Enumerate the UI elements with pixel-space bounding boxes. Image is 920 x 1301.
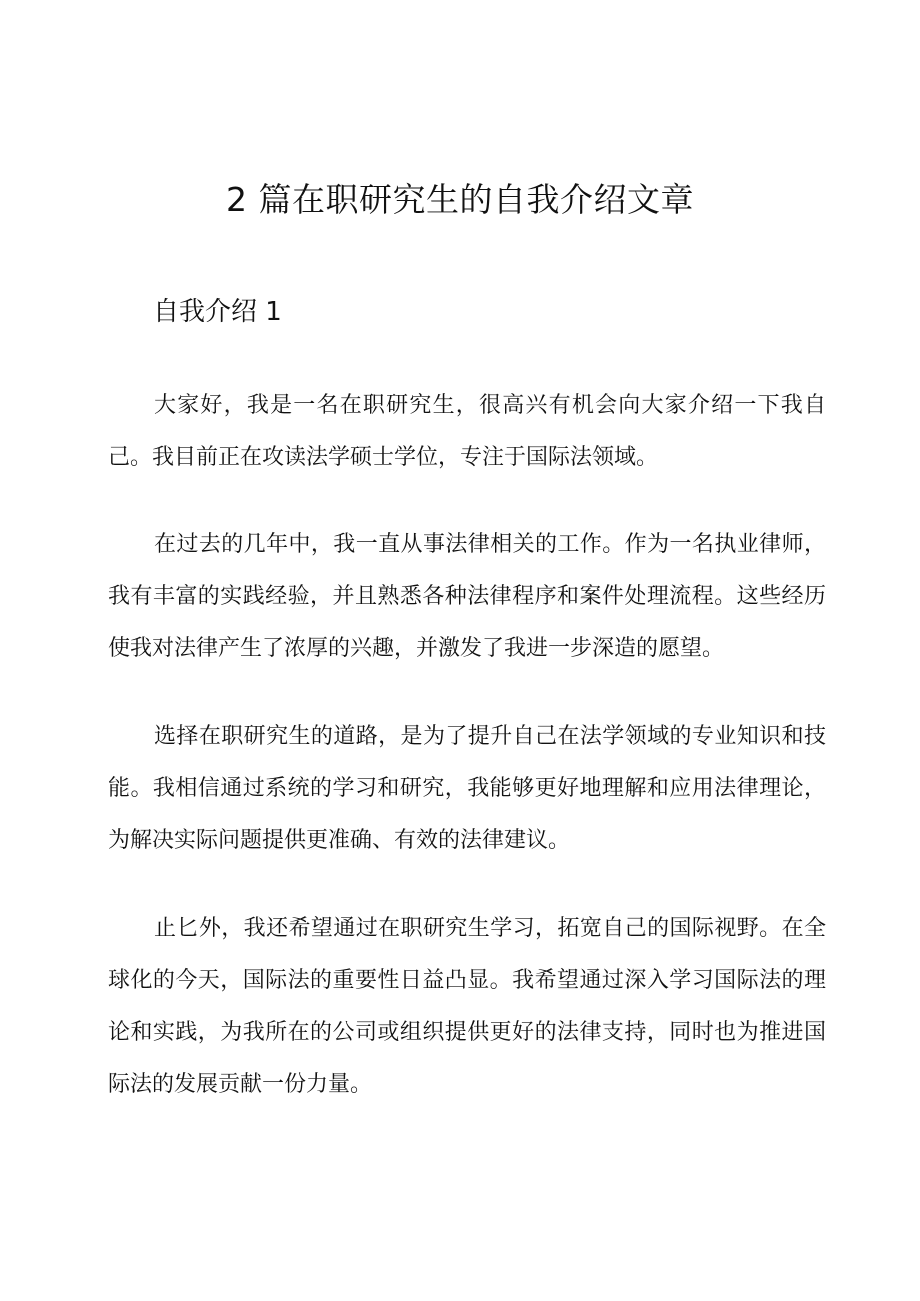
paragraph-1: 大家好，我是一名在职研究生，很高兴有机会向大家介绍一下我自己。我目前正在攻读法学硕士学位，专注于国际法领域。 bbox=[108, 393, 826, 470]
paragraph-4: 止匕外，我还希望通过在职研究生学习，拓宽自己的国际视野。在全球化的今天，国际法的重要性日益凸显。我希望通过深入学习国际法的理论和实践，为我所在的公司或组织提供更好的法律支持，同时也为推进国际法的发展贡献一份力量。 bbox=[108, 916, 826, 1097]
section-heading: 自我介绍 1 bbox=[153, 297, 282, 327]
paragraph-3: 选择在职研究生的道路，是为了提升自己在法学领域的专业知识和技能。我相信通过系统的学习和研究，我能够更好地理解和应用法律理论，为解决实际问题提供更准确、有效的法律建议。 bbox=[108, 724, 826, 853]
paragraph-2: 在过去的几年中，我一直从事法律相关的工作。作为一名执业律师，我有丰富的实践经验，并且熟悉各种法律程序和案件处理流程。这些经历使我对法律产生了浓厚的兴趣，并激发了我进一步深造的愿望。 bbox=[108, 532, 826, 661]
document-title: 2 篇在职研究生的自我介绍文章 bbox=[226, 180, 694, 219]
